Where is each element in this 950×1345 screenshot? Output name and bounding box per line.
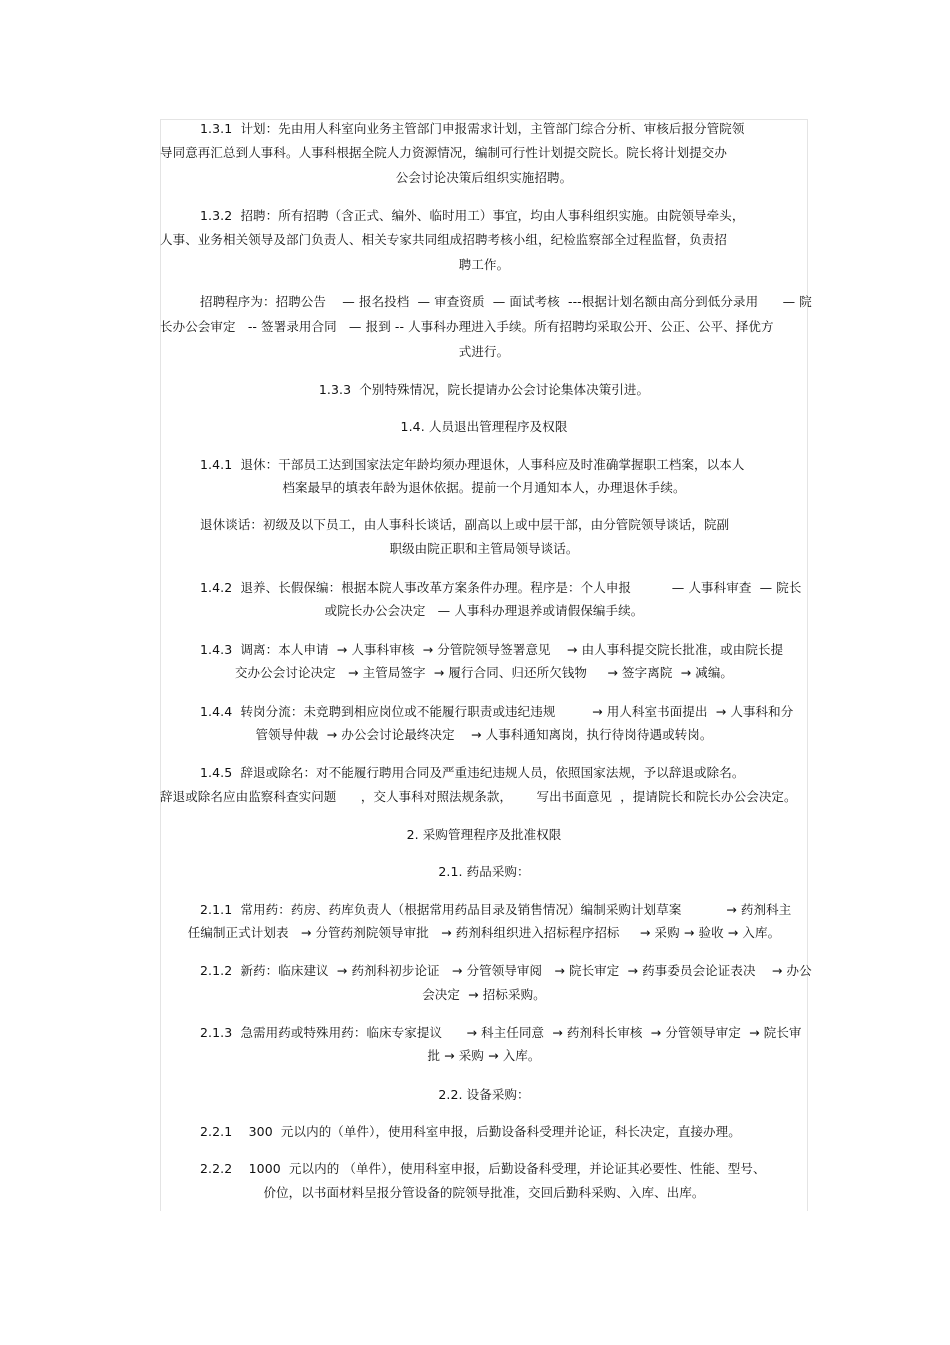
heading-1-4: 1.4. 人员退出管理程序及权限 [400, 419, 568, 434]
p145-line2: 辞退或除名应由监察科查实问题 ，交人事科对照法规条款， 写出书面意见 ，提请院长和院长办公会决定。 [160, 789, 797, 804]
p213-line1: 2.1.3 急需用药或特殊用药：临床专家提议 → 科主任同意 → 药剂科长审核 → 分管领导审定 → 院长审 [200, 1025, 802, 1040]
p144-line1: 1.4.4 转岗分流：未竞聘到相应岗位或不能履行职责或违纪违规 → 用人科室书面提出 → 人事科和分 [200, 704, 794, 719]
p143-line1: 1.4.3 调离：本人申请 → 人事科审核 → 分管院领导签署意见 → 由人事科提交院长批准，或由院长提 [200, 642, 784, 657]
p141-line2: 档案最早的填表年龄为退休依据。提前一个月通知本人，办理退休手续。 [282, 480, 686, 495]
p211-line1: 2.1.1 常用药：药房、药库负责人（根据常用药品目录及销售情况）编制采购计划草案 → 药剂科主 [200, 902, 792, 917]
p222-line2: 价位，以书面材料呈报分管设备的院领导批准，交回后勤科采购、入库、出库。 [263, 1185, 705, 1200]
heading-2-2: 2.2. 设备采购： [438, 1087, 530, 1102]
p131-line2: 导同意再汇总到人事科。人事科根据全院人力资源情况，编制可行性计划提交院长。院长将计划提交办 [160, 145, 728, 160]
p213-line2: 批 → 采购 → 入库。 [427, 1048, 541, 1063]
proc-line3: 式进行。 [458, 344, 510, 359]
talk-line2: 职级由院正职和主管局领导谈话。 [389, 541, 579, 556]
p143-line2: 交办公会讨论决定 → 主管局签字 → 履行合同、归还所欠钱物 → 签字离院 → 减编。 [234, 665, 734, 680]
p141-line1: 1.4.1 退休：干部员工达到国家法定年龄均须办理退休，人事科应及时准确掌握职工档案，以本人 [200, 457, 745, 472]
p212-line2: 会决定 → 招标采购。 [422, 987, 546, 1002]
p145-line1: 1.4.5 辞退或除名：对不能履行聘用合同及严重违纪违规人员，依照国家法规，予以辞退或除名。 [200, 765, 745, 780]
p222-line1: 2.2.2 1000 元以内的 （单件），使用科室申报，后勤设备科受理，并论证其必要性、性能、型号、 [200, 1161, 766, 1176]
heading-2: 2. 采购管理程序及批准权限 [406, 827, 562, 842]
p132-line2: 人事、业务相关领导及部门负责人、相关专家共同组成招聘考核小组，纪检监察部全过程监督，负责招 [160, 232, 728, 247]
p132-line1: 1.3.2 招聘：所有招聘（含正式、编外、临时用工）事宜，均由人事科组织实施。由院领导牵头， [200, 208, 745, 223]
proc-line2: 长办公会审定 -- 签署录用合同 — 报到 -- 人事科办理进入手续。所有招聘均采取公开、公正、公平、择优方 [160, 319, 774, 334]
heading-2-1: 2.1. 药品采购： [438, 864, 530, 879]
p211-line2: 任编制正式计划表 → 分管药剂院领导审批 → 药剂科组织进入招标程序招标 → 采购 → 验收 → 入库。 [187, 925, 781, 940]
p142-line2: 或院长办公会决定 — 人事科办理退养或请假保编手续。 [324, 603, 644, 618]
p142-line1: 1.4.2 退养、长假保编：根据本院人事改革方案条件办理。程序是：个人申报 — 人事科审查 — 院长 [200, 580, 802, 595]
proc-line1: 招聘程序为：招聘公告 — 报名投档 — 审查资质 — 面试考核 ---根据计划名额由高分到低分录用 — 院 [200, 294, 812, 309]
talk-line1: 退休谈话：初级及以下员工，由人事科长谈话，副高以上或中层干部，由分管院领导谈话，院副 [200, 517, 730, 532]
p212-line1: 2.1.2 新药：临床建议 → 药剂科初步论证 → 分管领导审阅 → 院长审定 → 药事委员会论证表决 → 办公 [200, 963, 812, 978]
p131-line3: 公会讨论决策后组织实施招聘。 [395, 170, 573, 185]
p221: 2.2.1 300 元以内的（单件），使用科室申报，后勤设备科受理并论证，科长决定，直接办理。 [200, 1124, 741, 1139]
p133: 1.3.3 个别特殊情况，院长提请办公会讨论集体决策引进。 [318, 382, 650, 397]
p144-line2: 管领导仲裁 → 办公会讨论最终决定 → 人事科通知离岗，执行待岗待遇或转岗。 [255, 727, 713, 742]
p131-line1: 1.3.1 计划：先由用人科室向业务主管部门申报需求计划，主管部门综合分析、审核后报分管院领 [200, 121, 745, 136]
p132-line3: 聘工作。 [458, 257, 510, 272]
